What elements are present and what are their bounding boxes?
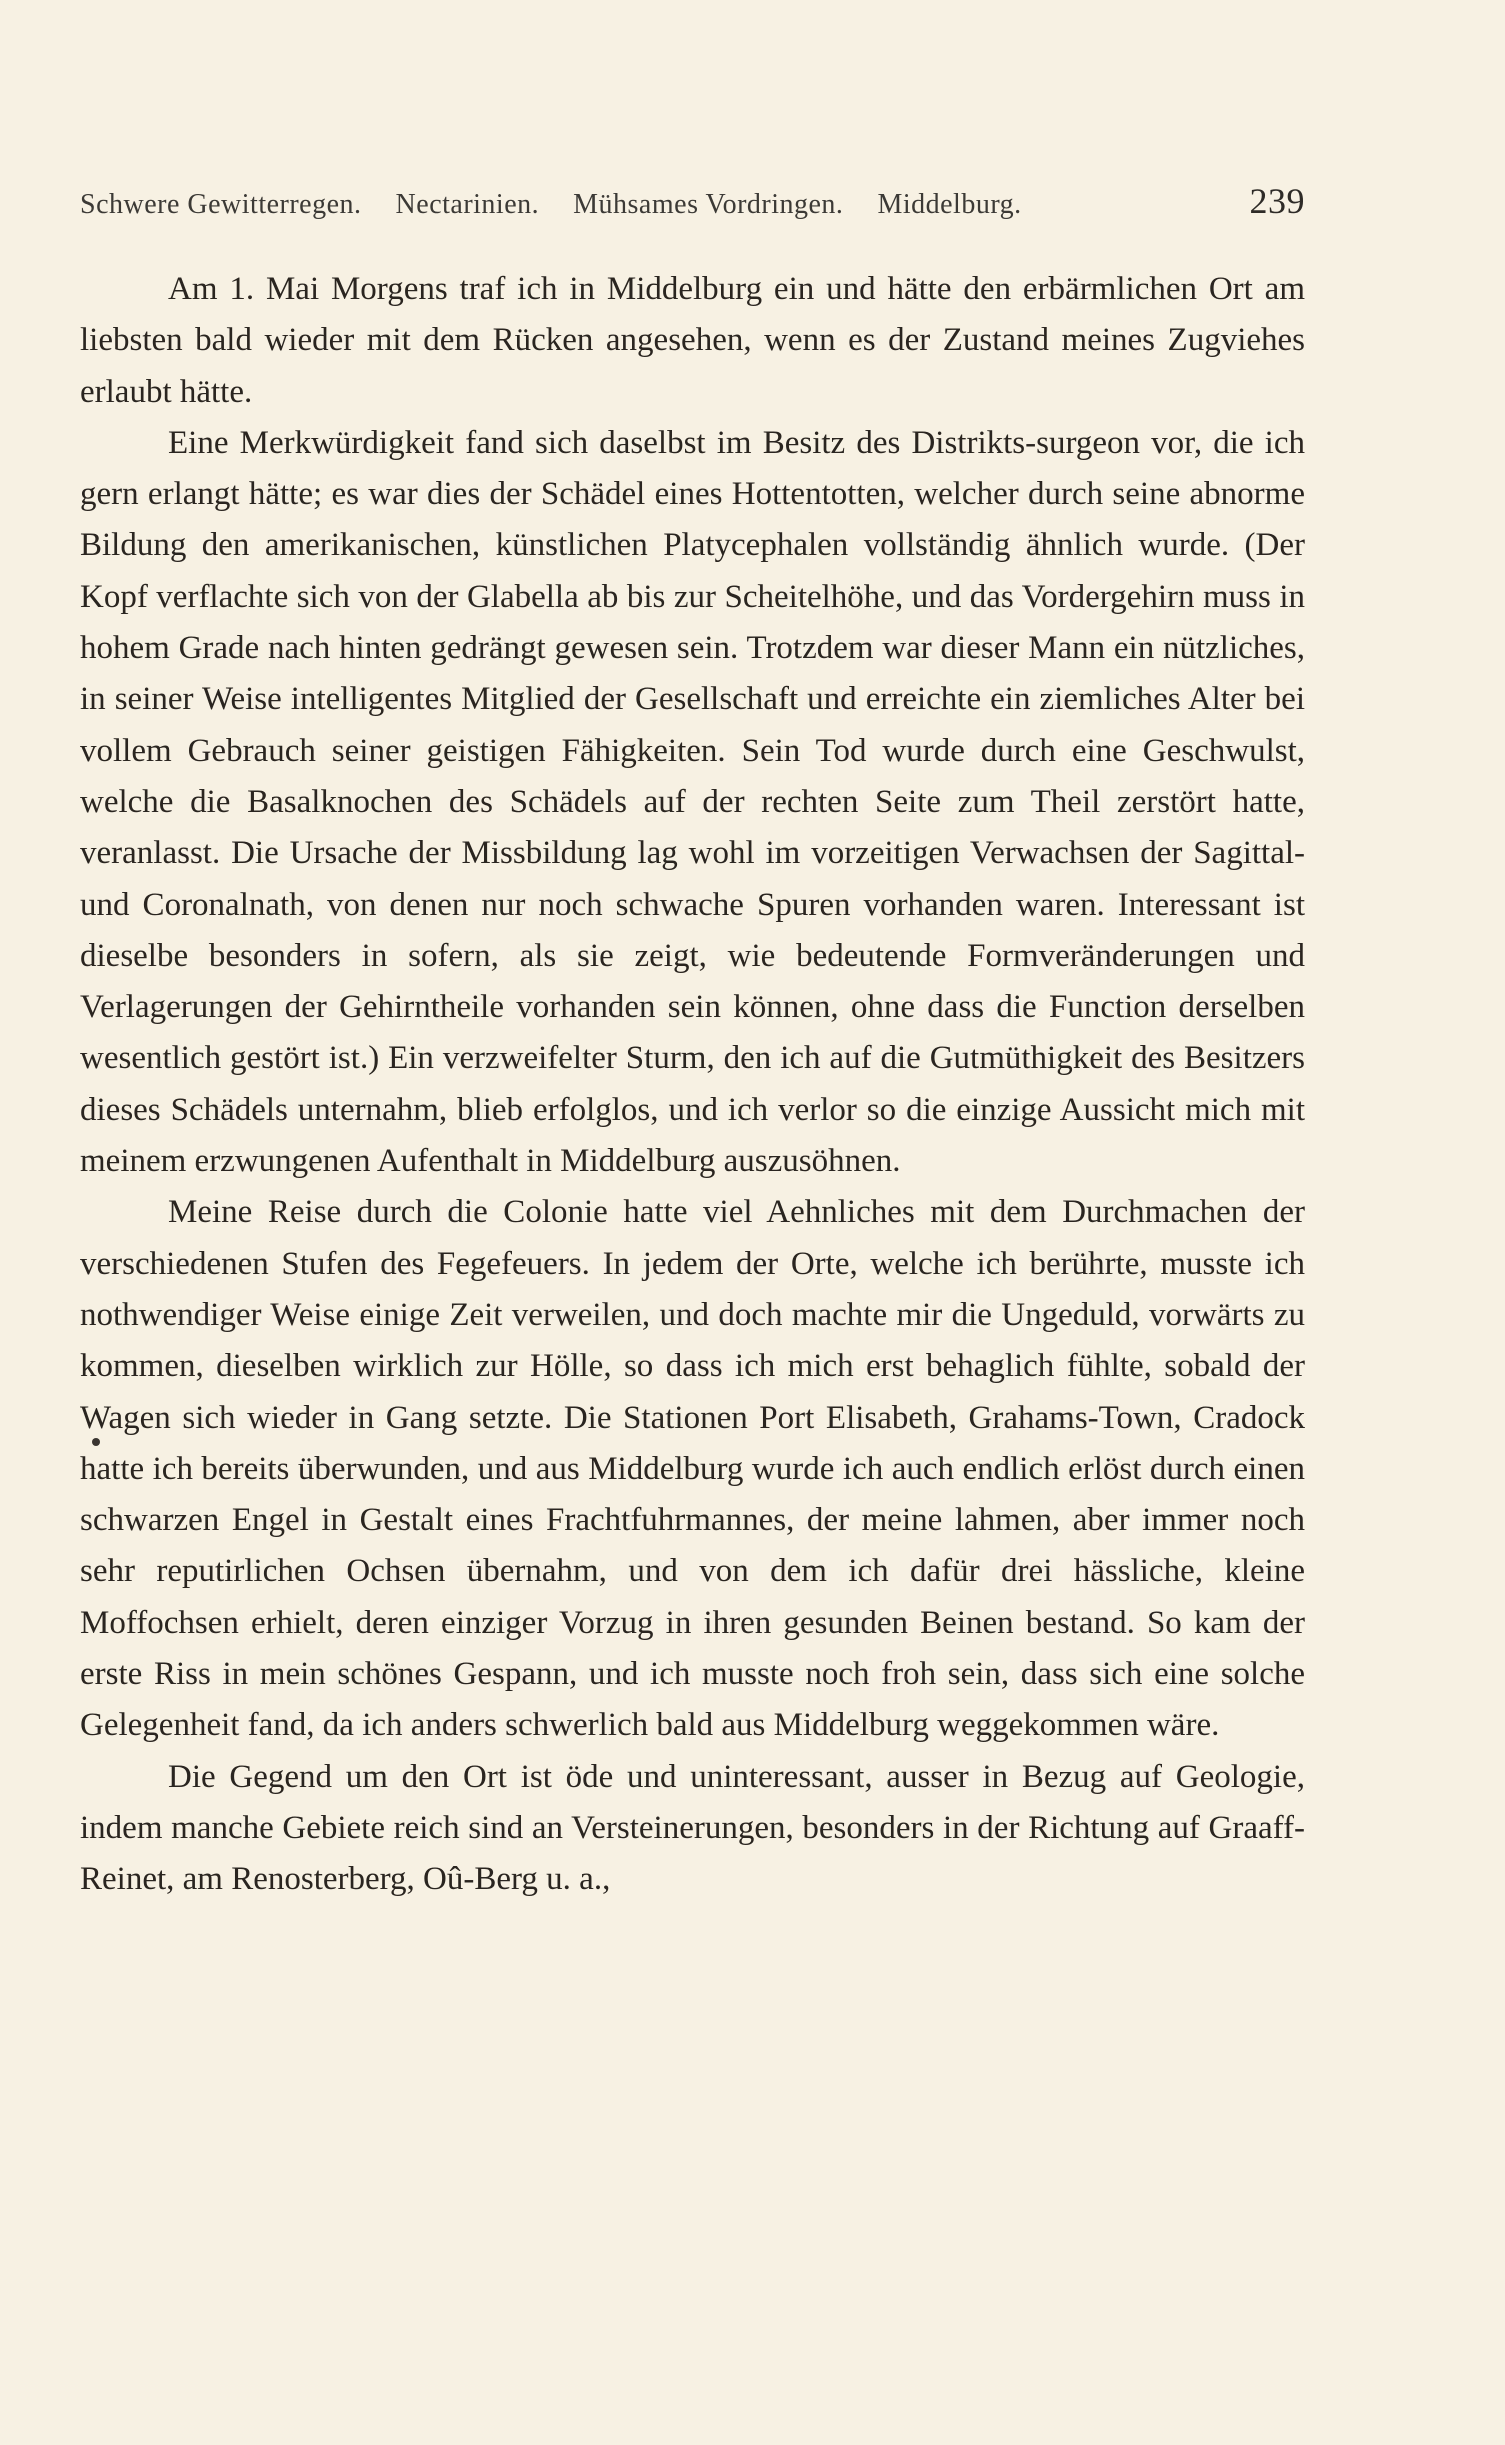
paragraph: Eine Merkwürdigkeit fand sich daselbst im Besitz des Distrikts-surgeon vor, die ich gern erlangt hätte; es war dies der Schädel eines Hottentotten, welcher durch seine abnorme Bildung den amerikanischen, künstlichen Platycephalen vollständig ähnlich wurde. (Der Kopf verflachte sich von der Glabella ab bis zur Scheitelhöhe, und das Vordergehirn muss in hohem Grade nach hinten gedrängt gewesen sein. Trotzdem war dieser Mann ein nützliches, in seiner Weise intelligentes Mitglied der Gesellschaft und erreichte ein ziemliches Alter bei vollem Gebrauch seiner geistigen Fähigkeiten. Sein Tod wurde durch eine Geschwulst, welche die Basalknochen des Schädels auf der rechten Seite zum Theil zerstört hatte, veranlasst. Die Ursache der Missbildung lag wohl im vorzeitigen Verwachsen der Sagittal- und Coronalnath, von denen nur noch schwache Spuren vorhanden waren. Interessant ist dieselbe besonders in sofern, als sie zeigt, wie bedeutende Formveränderungen und Verlagerungen der Gehirntheile vorhanden sein können, ohne dass die Function derselben wesentlich gestört ist.) Ein verzweifelter Sturm, den ich auf die Gutmüthigkeit des Besitzers dieses Schädels unternahm, blieb erfolglos, und ich verlor so die einzige Aussicht mich mit meinem erzwungenen Aufenthalt in Middelburg auszusöhnen. — [80, 424, 1305, 1180]
ink-speck — [92, 1438, 100, 1446]
running-head — [80, 180, 1305, 224]
running-head-topic: Nectarinien. — [395, 189, 540, 220]
body-text — [80, 264, 1305, 1906]
running-head-topic: Schwere Gewitterregen. — [80, 189, 362, 220]
running-head-topics — [80, 189, 1022, 221]
running-head-topic: Mühsames Vordringen. — [573, 189, 844, 220]
running-head-topic: Middelburg. — [877, 189, 1022, 220]
paragraph: Meine Reise durch die Colonie hatte viel Aehnliches mit dem Durchmachen der verschiedenen Stufen des Fegefeuers. In jedem der Orte, welche ich berührte, musste ich nothwendiger Weise einige Zeit verweilen, und doch machte mir die Ungeduld, vorwärts zu kommen, dieselben wirklich zur Hölle, so dass ich mich erst behaglich fühlte, sobald der Wagen sich wieder in Gang setzte. Die Stationen Port Elisabeth, Grahams-Town, Cradock hatte ich bereits überwunden, und aus Middelburg wurde ich auch endlich erlöst durch einen schwarzen Engel in Gestalt eines Frachtfuhrmannes, der meine lahmen, aber immer noch sehr reputirlichen Ochsen übernahm, und von dem ich dafür drei hässliche, kleine Moffochsen erhielt, deren einziger Vorzug in ihren gesunden Beinen bestand. So kam der erste Riss in mein schönes Gespann, und ich musste noch froh sein, dass sich eine solche Gelegenheit fand, da ich anders schwerlich bald aus Middelburg weggekommen wäre. — [80, 1194, 1305, 1744]
paragraph: Am 1. Mai Morgens traf ich in Middelburg ein und hätte den erbärmlichen Ort am liebsten bald wieder mit dem Rücken angesehen, wenn es der Zustand meines Zugviehes erlaubt hätte. — [80, 271, 1305, 410]
page-number: 239 — [1249, 181, 1305, 221]
paragraph: Die Gegend um den Ort ist öde und uninteressant, ausser in Bezug auf Geologie, indem manche Gebiete reich sind an Versteinerungen, besonders in der Richtung auf Graaff-Reinet, am Renosterberg, Oû-Berg u. a., — [80, 1758, 1305, 1898]
